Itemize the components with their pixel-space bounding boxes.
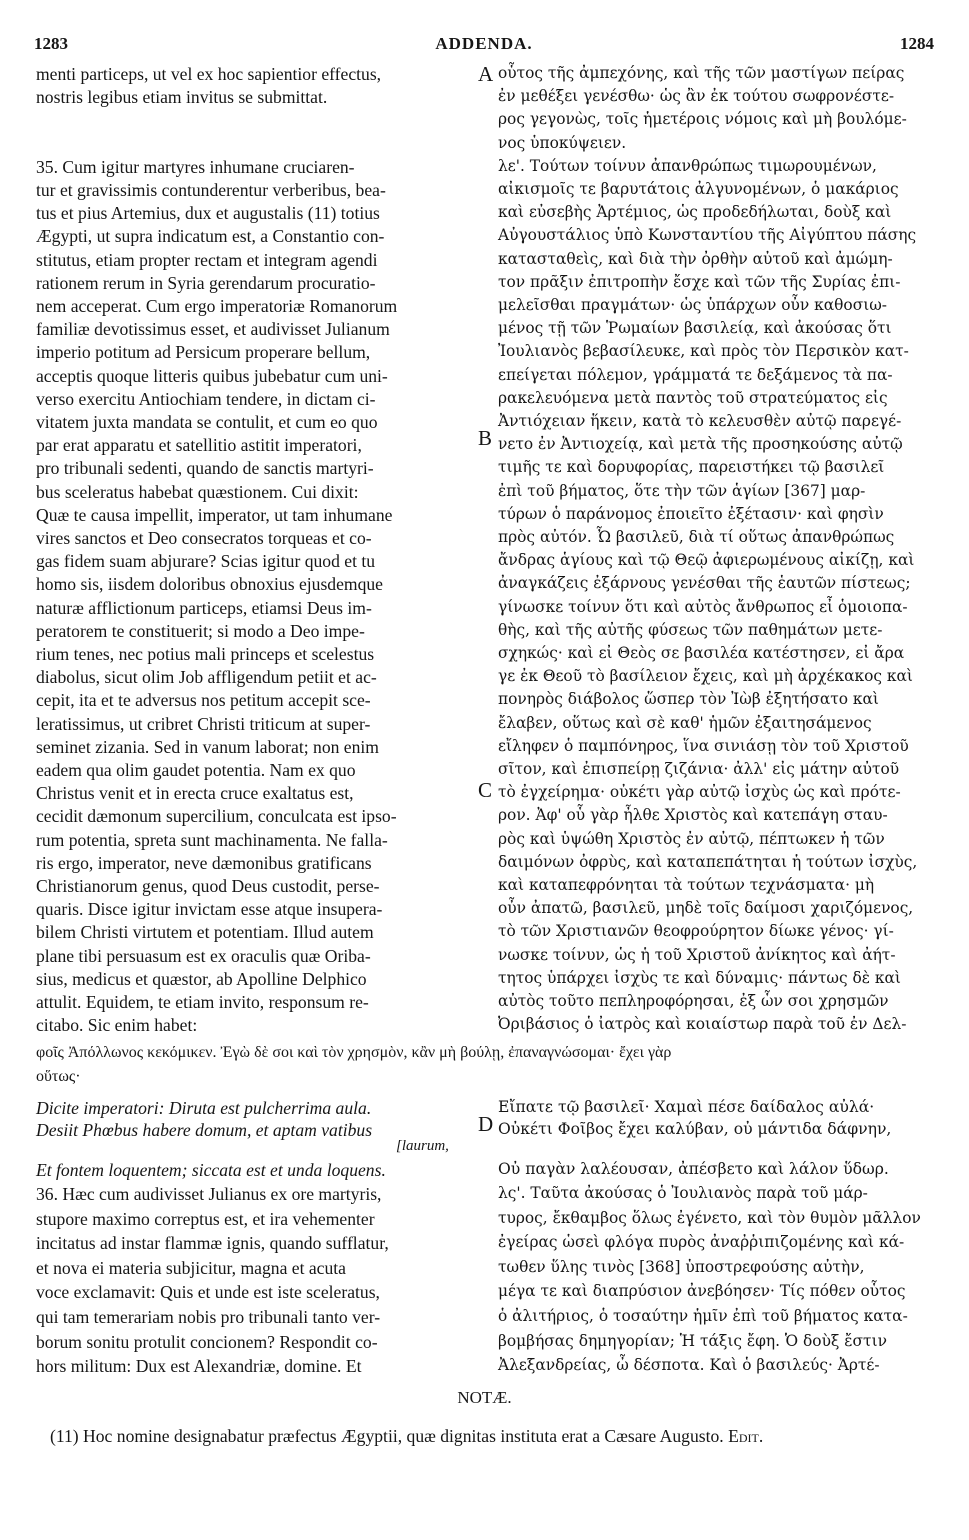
text-line: ρὸς καὶ ὑψώθη Χριστὸς ἐν αὐτῷ, πέπτωκεν ἡ τῶν (498, 829, 885, 848)
text-line: sius, medicus et quæstor, ab Apolline Delphico (36, 968, 367, 989)
text-line: plane tibi persuasum est ex oraculis quæ Oriba- (36, 945, 371, 966)
text-line: incitatus ad instar flammæ ignis, quando sufflatur, (36, 1233, 389, 1254)
page-header (34, 34, 934, 58)
text-line: ἄνδρας ἁγίους καὶ τῷ Θεῷ ἀφιερωμένους αἰκίζῃ, καὶ (498, 551, 915, 570)
text-line: λς'. Ταῦτα ἀκούσας ὁ Ἰουλιανὸς παρὰ τοῦ μάρ- (498, 1184, 868, 1202)
text-line: σχηκώς· καὶ εἰ Θεὸς σε βασιλέα κατέστησεν, εἰ ἄρα (498, 644, 905, 662)
text-line: attulit. Equidem, te etiam invito, responsum re- (36, 992, 369, 1012)
text-line: οὗτος τῆς ἀμπεχόνης, καὶ τῆς τῶν μαστίγων πείρας (498, 64, 905, 82)
text-line: μέγα τε καὶ διαπρύσιον ἀνεβόησεν· Τίς πόθεν οὗτος (498, 1282, 906, 1301)
text-line: bilem Christi virtutem et potentiam. Illud autem (36, 922, 374, 943)
text-line: menti particeps, ut vel ex hoc sapientior effectus, (36, 64, 382, 84)
margin-marker-b: B (478, 426, 493, 450)
footnote-text: (11) Hoc nomine designabatur præfectus Ægyptii, quæ dignitas instituta erat a Cæsare Augusto. (50, 1426, 724, 1446)
text-line: λε'. Τούτων τοίνυν ἀπανθρώπως τιμωρουμένων, (498, 156, 877, 175)
text-line: rum potentia, spreta sunt machinamenta. Ne falla- (36, 829, 388, 850)
text-line: Ὀριβάσιος ὁ ἰατρὸς καὶ κοιαίστωρ παρὰ τοῦ ἐν Δελ- (498, 1015, 907, 1034)
text-line: tur et gravissimis contunderentur verberibus, bea- (36, 180, 386, 200)
text-line: αἰκισμοῖς τε βαρυτάτοις ἀλγυνομένων, ὁ μακάριος (498, 180, 899, 198)
text-line: Ἀλεξανδρείας, ὦ δέσποτα. Καὶ ὁ βασιλεύς· Ἀρτέ- (498, 1356, 880, 1375)
text-line: qui tam temerariam nobis pro tribunali tanto ver- (36, 1307, 381, 1327)
oracle-line: Εἴπατε τῷ βασιλεῖ· Χαμαὶ πέσε δαίδαλος αὐλά· (498, 1098, 875, 1116)
text-line: 35. Cum igitur martyres inhumane cruciaren- (36, 156, 355, 177)
text-line: γε ἐκ Θεοῦ τὸ βασίλειον ἔχεις, καὶ μὴ ἀρχέκακος καὶ (498, 667, 913, 686)
text-line: θὴς, καὶ τῆς αὐτῆς φύσεως τῶν παθημάτων μετε- (498, 620, 883, 639)
text-line: αὐτὸς τοῦτο πεπληροφόρησαι, ἐξ ὧν σοι χρησμῶν (498, 992, 889, 1010)
text-line: tus et pius Artemius, dux et augustalis (11) totius (36, 203, 380, 224)
text-line: ὁ ἀλιτήριος, ὁ τοσαύτην ἡμῖν ἐπὶ τοῦ βήματος κατα- (498, 1307, 908, 1325)
text-line: seminet zizania. Sed in vanum laborat; non enim (36, 736, 379, 757)
text-line: stupore maximo correptus est, et ira vehementer (36, 1208, 375, 1229)
text-line: gas fidem suam abjurare? Scias igitur quod et tu (36, 551, 376, 572)
text-line: κατασταθεὶς, καὶ διὰ τὴν ὀρθὴν αὐτοῦ καὶ ἀμώμη- (498, 249, 893, 268)
text-line: Christianorum genus, quod Deus custodit, perse- (36, 876, 380, 896)
text-line: ris ergo, imperator, neve dæmonibus gratificans (36, 852, 372, 873)
page-number-right: 1284 (900, 34, 934, 53)
oracle-line: Οὐ παγὰν λαλέουσαν, ἀπέσβετο καὶ λάλον ὕδωρ. (498, 1160, 889, 1178)
text-line: leratissimus, ut cribret Christi triticum at super- (36, 713, 371, 734)
text-line: borum sonitu protulit concionem? Respondit co- (36, 1331, 378, 1352)
text-line: nostris legibus etiam invitus se submittat. (36, 87, 328, 108)
text-line: ρος γεγονὼς, τοῖς ἡμετέροις νόμοις καὶ μὴ βουλόμε- (498, 110, 907, 129)
text-line: acceptis quoque litteris quibus jubebatur cum uni- (36, 365, 388, 386)
text-line: ἔλαβεν, οὕτως καὶ σὲ καθ' ἡμῶν ἐξαιτησάμενος (498, 713, 872, 732)
text-line: rationem rerum in Syria gerendarum procuratio- (36, 272, 376, 293)
text-line: επείγεται πόλεμον, γράμματά τε δεξάμενος τὰ πα- (498, 365, 893, 384)
text-line: eadem qua olim gaudet potentia. Nam ex quo (36, 760, 356, 780)
text-line: pro tribunali sedenti, quando de sanctis martyri- (36, 458, 374, 479)
text-line: nem acceperat. Cum ergo imperatoriæ Romanorum (36, 296, 398, 316)
text-line: vitatem juxta mandata se contulit, et cum eo quo (36, 412, 378, 432)
oracle-line: Οὐκέτι Φοῖβος ἔχει καλύβαν, οὐ μάντιδα δάφνην, (498, 1120, 892, 1138)
text-line: καὶ εὐσεβὴς Ἀρτέμιος, ὡς προδεδήλωται, δοὺξ καὶ (498, 203, 892, 222)
text-line: τωθεν ὕλης τινὸς [368] ὑποστρεφούσης αὐτὴν, (498, 1257, 865, 1276)
text-line: πονηρὸς διάβολος ὥσπερ τὸν Ἰὼβ ἐξητήσατο καὶ (498, 690, 879, 709)
text-line: homo sis, iisdem doloribus obnoxius ejusdemque (36, 574, 383, 595)
footnote-edit: Edit. (728, 1426, 764, 1446)
text-line: καὶ καταπεφρόνηται τὰ τούτων τεχνάσματα· μὴ (498, 876, 875, 894)
text-line: cecidit dæmonum supercilium, conculcata est ipso- (36, 806, 397, 827)
text-line: Ἀντιόχειαν ἥκειν, κατὰ τὸ κελευσθὲν αὐτῷ παρεγέ- (498, 412, 902, 430)
page-number-left: 1283 (34, 34, 68, 53)
text-line: τὸ τῶν Χριστιανῶν θεοφρούρητον δίωκε γένος· γί- (498, 922, 894, 941)
text-line: voce exclamavit: Quis et unde est iste sceleratus, (36, 1282, 380, 1303)
text-line: νωσκε τοίνυν, ὡς ἡ τοῦ Χριστοῦ ἀνίκητος καὶ ἀήτ- (498, 945, 896, 964)
text-line: et nova ei materia subjicitur, magna et acuta (36, 1257, 346, 1278)
text-line: naturæ afflictionum particeps, etiamsi Deus im- (36, 597, 372, 618)
text-line: Αὐγουστάλιος ὑπὸ Κωνσταντίου τῆς Αἰγύπτου πάσης (498, 226, 917, 245)
margin-marker-d: D (478, 1112, 494, 1136)
text-line: bus sceleratus habebat quæstionem. Cui dixit: (36, 481, 359, 502)
text-line: Quæ te causa impellit, imperator, ut tam inhumane (36, 504, 393, 525)
text-line: ἀναγκάζεις ἐξάρνους γενέσθαι τῆς ἑαυτῶν πίστεως; (498, 574, 911, 593)
text-line: peratorem te constituerit; si modo a Deo impe- (36, 620, 365, 641)
text-line: par erat apparatu et satellitio astitit imperatori, (36, 435, 362, 456)
text-line: hors militum: Dux est Alexandriæ, domine. Et (36, 1356, 362, 1377)
full-width-line: φοῖς Ἀπόλλωνος κεκόμικεν. Ἐγὼ δὲ σοι καὶ τὸν χρησμὸν, κἂν μὴ βούλῃ, ἐπαναγνώσομαι· ἔχει γὰρ (36, 1044, 672, 1061)
text-line: μελεῖσθαι πραγμάτων· ὡς ὑπάρχων οὖν καθοσιω- (498, 296, 887, 314)
text-line: 36. Hæc cum audivisset Julianus ex ore martyris, (36, 1184, 382, 1204)
text-line: δαιμόνων ὀφρὺς, καὶ καταπεπάτηται ἡ τούτων ἰσχὺς, (498, 852, 918, 871)
text-line: νετο ἐν Ἀντιοχείᾳ, καὶ μετὰ τῆς προσηκούσης αὐτῷ (498, 435, 903, 454)
text-line: ἐπὶ τοῦ βήματος, ὅτε τὴν τῶν ἁγίων [367] μαρ- (498, 481, 866, 500)
text-line: imperio potitum ad Persicum properare bellum, (36, 342, 371, 363)
full-width-line: οὕτως· (36, 1068, 81, 1085)
text-line: verso exercitu Antiochiam tendere, in dictam ci- (36, 388, 376, 409)
oracle-line: Dicite imperatori: Diruta est pulcherrima aula. (36, 1098, 372, 1118)
text-line: cepit, ita et te adversus nos petitum accepit sce- (36, 690, 371, 711)
text-line: Ægypti, ut supra indicatum est, a Constantio con- (36, 226, 385, 247)
text-line: τὸ ἐγχείρημα· οὐκέτι γὰρ αὐτῷ ἰσχὺς ὡς καὶ πρότε- (498, 783, 901, 802)
margin-marker-c: C (478, 778, 493, 802)
text-line: τητος ὑπάρχει ἰσχὺς τε καὶ δύναμις· πάντως δὲ καὶ (498, 968, 901, 987)
oracle-line: Et fontem loquentem; siccata est et unda loquens. (36, 1160, 386, 1180)
text-line: εἴληφεν ὁ παμπόνηρος, ἵνα σινιάσῃ τὸν τοῦ Χριστοῦ (498, 736, 909, 755)
text-line: τύρων ὁ παράνομος ἐποιεῖτο ἐξέτασιν· καὶ φησὶν (498, 504, 884, 523)
text-line: ρον. Ἀφ' οὗ γὰρ ἦλθε Χριστὸς καὶ κατεπάγη σταυ- (498, 806, 888, 825)
text-line: μένος τῇ τῶν Ῥωμαίων βασιλείᾳ, καὶ ἀκούσας ὅτι (498, 319, 892, 338)
text-line: diabolus, sicut olim Job affligendum petiit et ac- (36, 667, 377, 688)
text-line: vires sanctos et Deo consecratos torqueas et co- (36, 528, 372, 548)
oracle-line: Desiit Phœbus habere domum, et aptam vatibus (36, 1120, 373, 1140)
text-line: familiæ devotissimus esset, et audivisset Julianum (36, 319, 390, 340)
text-line: τυρος, ἔκθαμβος ὅλως ἐγένετο, καὶ τὸν θυμὸν μᾶλλον (498, 1208, 921, 1227)
text-line: ἐν μεθέξει γενέσθω· ὡς ἂν ἐκ τούτου σωφρονέστε- (498, 87, 895, 106)
text-line: βομβήσας δημηγορίαν; Ἡ τάξις ἔφη. Ὁ δοὺξ ἔστιν (498, 1331, 887, 1350)
margin-marker-a: A (478, 62, 494, 86)
text-line: γίνωσκε τοίνυν ὅτι καὶ αὐτὸς ἄνθρωπος εἶ ὁμοιοπα- (498, 597, 908, 616)
text-line: ἐγείρας ὡσεὶ φλόγα πυρὸς ἀναῤῥιπιζομένης καὶ κά- (498, 1233, 905, 1252)
oracle-line: [laurum, (396, 1138, 449, 1154)
text-line: citabo. Sic enim habet: (36, 1015, 198, 1036)
text-line: Ἰουλιανὸς βεβασίλευκε, καὶ πρὸς τὸν Περσικὸν κατ- (498, 342, 909, 361)
text-line: stitutus, etiam propter rectam et integram agendi (36, 249, 378, 270)
text-line: ρακελευόμενα μετὰ παντὸς τοῦ στρατεύματος εἰς (498, 388, 888, 407)
text-line: Christus venit et in erecta cruce exaltatus est, (36, 783, 354, 804)
notes-heading: NOTÆ. (457, 1388, 512, 1407)
text-line: πρὸς αὐτόν. Ὦ βασιλεῦ, διὰ τί οὕτως ἀπανθρώπως (498, 528, 895, 546)
text-line: τιμῆς τε καὶ δορυφορίας, παρειστήκει τῷ βασιλεῖ (498, 458, 885, 477)
text-line: rium tenes, nec potius mali princeps et scelestus (36, 644, 375, 664)
running-title: ADDENDA. (435, 34, 533, 53)
text-line: οὖν ἀπατῶ, βασιλεῦ, μηδὲ τοῖς δαίμοσι χαριζόμενος, (498, 899, 914, 918)
text-line: νος ὑποκύψειεν. (498, 133, 627, 152)
text-line: σῖτον, καὶ ἐπισπείρῃ ζιζάνια· ἀλλ' εἰς μάτην αὐτοῦ (498, 760, 900, 778)
text-line: quaris. Disce igitur invictam esse atque insupera- (36, 899, 383, 920)
text-line: τον πρᾶξιν ἐπιτροπὴν ἔσχε καὶ τῶν τῆς Συρίας ἐπι- (498, 272, 901, 291)
footnote (50, 1426, 763, 1447)
